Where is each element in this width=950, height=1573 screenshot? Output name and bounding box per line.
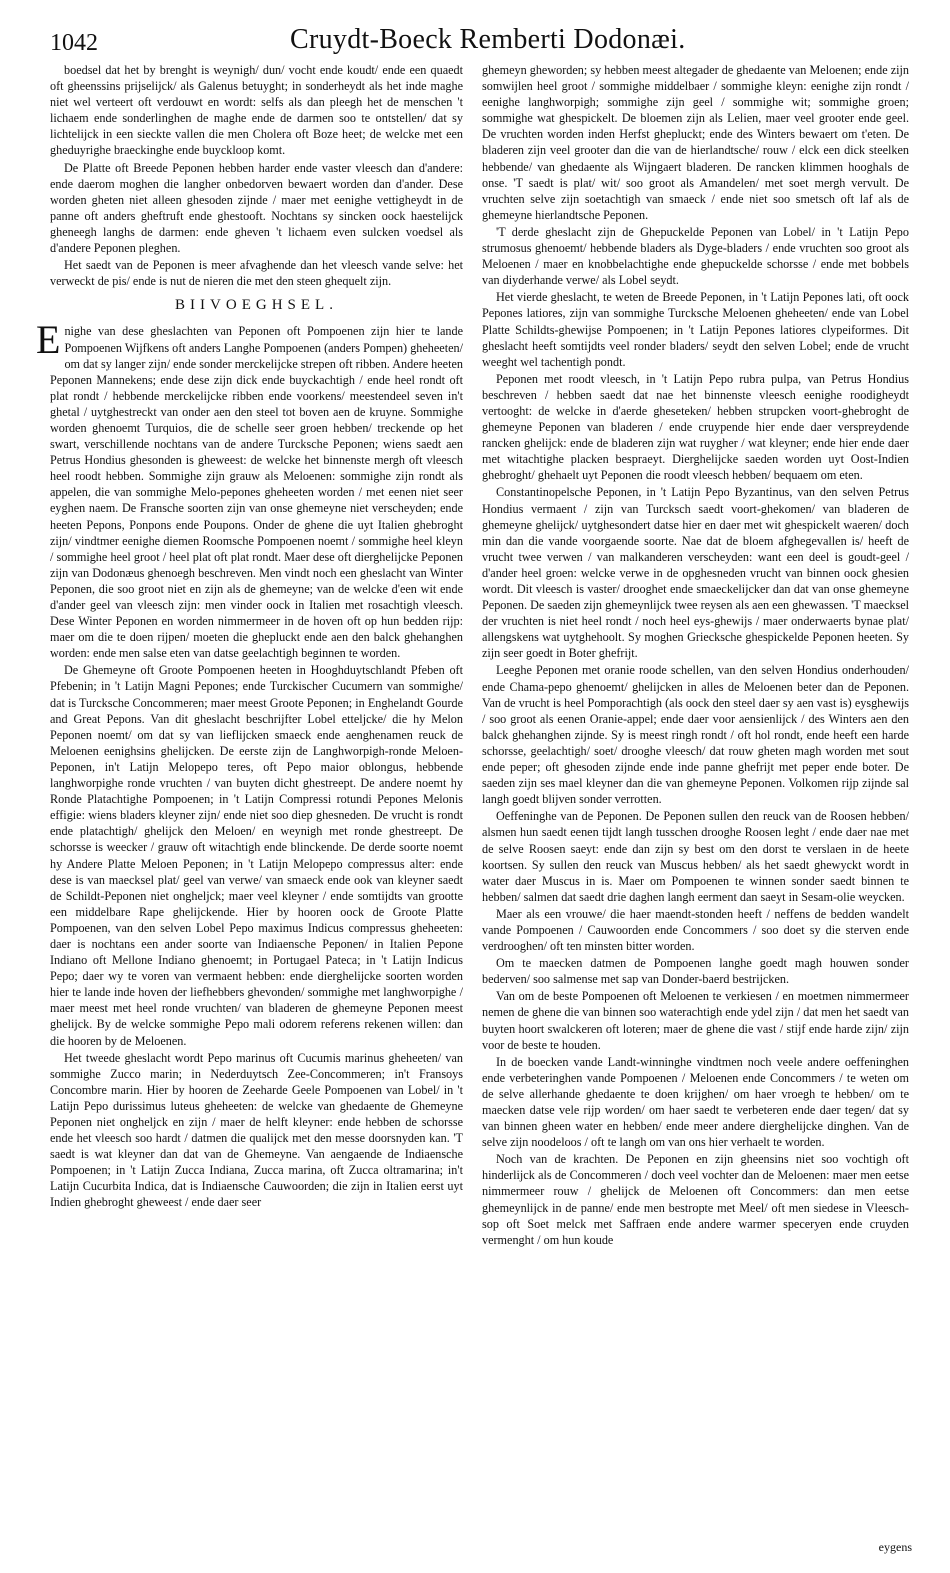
left-paragraph-1: boedsel dat het by brenght is weynigh/ dun/ vocht ende koudt/ ende een quaedt oft gheenssins prijselijck/ als Galenus betuyght; in sonderheydt als het inde maghe niet wel verteert oft verdouwt en wordt: selfs als dan pleegh het de menschen 't lichaem ende sonderlinghen de maghe ende de darmen soo te ontstellen/ dat sy lichtelijck in een sieckte vallen die men Cholera oft Boze heet; de welcke met een gheduyrighe braeckinghe ende buyckloop komt. (50, 63, 463, 158)
right-paragraph-2: 'T derde gheslacht zijn de Ghepuckelde Peponen van Lobel/ in 't Latijn Pepo strumosus ghenoemt/ hebbende bladers als Dyge-bladers / ende vruchten soo groot als Meloenen / maer en knobbelachtighe ende ghepuckelde schorsse / ende met bobbels van diyderhande verwe/ als Lobel seydt. (482, 224, 909, 288)
right-paragraph-3: Het vierde gheslacht, te weten de Breede Peponen, in 't Latijn Pepones lati, oft oock Pepones latiores, zijn van sommighe Turcksche Meloenen gheheeten/ ende van Lobel Platte Schildts-ghewijse Pompoenen; in 't Latijn Pepones latiores clypeiformes. Dit gheslacht heeft somtijdts veel ronder bladers/ seydt den selven Lobel; ende de vrucht weeght wel tachentigh pondt. (482, 290, 909, 369)
right-paragraph-7: Oeffeninghe van de Peponen. De Peponen sullen den reuck van de Roosen hebben/ alsmen hun saedt eenen tijdt langh tusschen drooghe Roosen leght / ende daer nae met de selve Roosen saeyt: ende dan zijn sy best om den dorst te verslaen in de heete koortsen. Sy sullen den reuck van Muscus hebben/ als het saedt ghewyckt wordt in water daer Muscus in is. Maer om Pompoenen te winnen sonder saedt binnen te hebben/ salmen dat saedt drie daghen langh eerment dan saeyt in Sesam-olie weycken. (482, 809, 909, 904)
left-paragraph-3: Het saedt van de Peponen is meer afvaghende dan het vleesch vande selve: het verweckt de pis/ ende is nut de nieren die met den steen ghequelt zijn. (50, 258, 463, 289)
catchword: eygens (878, 1540, 912, 1554)
left-paragraph-6: Het tweede gheslacht wordt Pepo marinus oft Cucumis marinus gheheeten/ van sommighe Zucco marin; in Nederduytsch Zee-Concommeren; in't Fransoys Concombre marin. Hier by hooren de Zeeharde Geele Pompoenen van Lobel/ in 't Latijn Pepo durissimus luteus gheheeten: de welcke van ghedaente de Ghemeyne Peponen niet ongheljck en zijn / maer de helft kleyner: ende hebben de schorsse ende het vleesch soo hardt / datmen die qualijck met den messe doorsnyden kan. 'T saedt is wat kleyner dan dat van de Ghemeyne. Van aengaende de Indiaensche Pompoenen; in 't Latijn Zucca Indiana, Zucca marina, oft Zucca oltramarina; in't Latijn Cucurbita Indica, dat is Indiaensche Cauwoorden; die zijn in Italien eerst uyt Indien ghebroght gheweest / ende daer seer (50, 1050, 463, 1210)
right-column (482, 62, 909, 1487)
right-paragraph-1: ghemeyn gheworden; sy hebben meest altegader de ghedaente van Meloenen; ende zijn somwijlen heel groot / sommighe middelbaer / sommighe kleyn: eenighe zijn rondt / eenighe langhworpigh; sommighe zijn geel / sommighe wit; sommighe groen; sommighe wat ghespickelt. De bloemen zijn als Lelien, maer veel grooter ende geel. De vruchten worden inden Herfst ghepluckt; ende des Winters bewaert om t'eten. De bladeren zijn veel grooter dan die van de hierlandtsche/ rouw / elck een dick steelken hebbende/ van ghedaente als Wijngaert bladeren. De rancken klimmen hooghals de onse. 'T saedt is plat/ wit/ soo groot als Amandelen/ met soet mergh vervult. De vruchten selve zijn soetachtigh van smaeck / ende niet soo smetsch oft laf als de ghemeyne hierlandtsche Peponen. (482, 63, 909, 222)
right-paragraph-5: Constantinopelsche Peponen, in 't Latijn Pepo Byzantinus, van den selven Petrus Hondius vermaent / zijn van Turcksch saedt voort-ghekomen/ van bladeren de ghemeyne ghelijck/ uytghesondert datse hier en daer met wit ghespickelt waeren/ doch min dan die vande voorgaende soorte. Nae dat de bloem afghegevallen is/ heeft de vrucht twee verwen / van malkanderen verscheyden: want een deel is goudt-geel / d'ander heel groen: welcke verwe in de opghesneden vrucht van binnen oock ghesien wordt. Dit vleesch is vaster/ drooghet ende smaeckelijcker dan dat van onse ghemeyne Peponen. De saeden zijn ghemeynlijck twee reysen als aen een ghewassen. 'T maecksel der vruchten is niet heel rondt / noch heel eys-ghewijs / maer onderwaerts bynae plat/ allengskens wat uytghehoolt. Sy moghen Griecksche ghespickelde Peponen heeten. Sy zijn seer goedt in Boter ghefrijt. (482, 485, 909, 661)
left-paragraph-4 (36, 317, 463, 661)
right-paragraph-10: Van om de beste Pompoenen oft Meloenen te verkiesen / en moetmen nimmermeer nemen de ghene die van binnen soo waterachtigh ende ydel zijn / dat men het saedt van buyten hoort swalckeren oft loteren; maer de ghene die vast / stijf ende harde zijn/ zijn voor de beste te houden. (482, 989, 909, 1052)
right-paragraph-4: Peponen met roodt vleesch, in 't Latijn Pepo rubra pulpa, van Petrus Hondius beschreven / hebben saedt dat nae het binnenste vleesch eenighe roodigheydt vertooght: de welcke in d'aerde gheseteken/ hebben strupcken voort-ghebroght de ghemeyne Peponen van bladeren / ende cruypende hier ende daer verspreydende rancken ghelijck: ende de bladeren zijn wat ruygher / wat kleyner; ende hier ende daer met witachtighe placken bespraeyt. Dierghelijcke saeden worden uyt Oost-Indien ghebroght/ ghehaelt uyt Peponen die roodt vleesch hebben/ bequaem om eten. (482, 371, 909, 483)
running-title: Cruydt-Boeck Remberti Dodonæi. (290, 24, 686, 55)
right-paragraph-9: Om te maecken datmen de Pompoenen langhe goedt magh houwen sonder bederven/ soo salmense met sap van Donder-baerd bestrijcken. (482, 956, 909, 987)
page-number: 1042 (50, 30, 98, 56)
right-paragraph-11: In de boecken vande Landt-winninghe vindtmen noch veele andere oeffeninghen ende verbeteringhen vande Pompoenen / Meloenen ende Concommers / te weten om de selve allerhande ghedaente te doen krijghen/ om haer vroegh te hebben/ om te maecken datse vele rijp worden/ om haer saedt te verbeteren ende daer tegen/ dat sy van binnen gheen water en hebben/ ende meer andere dierghelijcke dinghen. Van de selve zijn noodeloos / oft te langh om van ons hier verhaelt te worden. (482, 1054, 909, 1150)
right-paragraph-12: Noch van de krachten. De Peponen en zijn gheensins niet soo vochtigh oft hinderlijck als de Concommeren / doch veel vochter dan de Meloenen: maer men eetse nimmermeer rouw / ghelijck de Meloenen oft Concommers: dan men eetse ghemeynlijck in de panne/ ende men bestropte met Meel/ oft men siedese in Vleesch-sop oft Soet melck met Saffraen ende andere warmer speceryen ende cruyden vermenght / om hun koude (482, 1152, 909, 1247)
left-paragraph-2: De Platte oft Breede Peponen hebben harder ende vaster vleesch dan d'andere: ende daerom moghen die langher onbedorven bewaert worden dan d'ander. Dese worden gheten niet alleen ghesoden zijnde / maer met eenighe vettigheydt in de panne oft anders gheftruft ende ghestooft. Nochtans sy sincken oock haestelijck gheneegh langhs de darmen: ende gheven 't lichaem even sulcken voedsel als d'andere Peponen pleghen. (50, 160, 463, 256)
drop-cap: E (36, 317, 61, 363)
page-header (0, 0, 950, 64)
left-paragraph-5: De Ghemeyne oft Groote Pompoenen heeten in Hooghduytschlandt Pfeben oft Pfebenin; in 't Latijn Magni Pepones; ende Turckischer Cucumern van sommighe/ dat is Turcksche Concommeren; maer meest Groote Peponen; in Enghelandt Gourde and Great Pepons. Van dit gheslacht beschrijfter Lobel etteljcke/ die hy Melon Peponen noemt/ om dat sy van lieflijcken smaeck ende aenghenamen reuck de Meloenen eenighsins ghelijcken. De eerste zijn de Langhworpigh-ronde Meloen-Peponen, in't Latijn Melopepo teres, oft Pepo maior oblongus, hebbende langhworpighe ronde vruchten / van buyten dicht ghestreept. De andere noemt hy Ronde Platachtighe Pompoenen; in 't Latijn Compressi rotundi Pepones Melonis effigie: wiens bladers kleyner zijn/ ende niet soo diep ghesneden. De vrucht is rondt ende platachtigh/ ghelijck den Meloen/ en weynigh met ronde ghestreept. De schorsse is weecker / grauw oft witachtigh ende blinckende. De derde soorte noemt hy Andere Platte Meloen Peponen; in 't Latijn Melopepo compressus alter: ende dese is van maecksel plat/ geel van verwe/ van smaeck ende ook van kleyner saedt de Schildt-Peponen niet ongheljck; maer veel kleyner / ende somtijdts van grootte een middelbare Rape ghelijckende. Hier by hooren oock de Groote Platte Pompoenen, van den selven Lobel Pepo maximus Indicus compressus gheheeten: daer is nochtans een ander soorte van Indiaensche Peponen/ in Italien Pepone Indiano oft Mellone Indiano ghenoemt; in Portugael Pateca; in 't Latijn Indicus Pepo; daer wy te voren van vermaent hebben: ende dierghelijcke soorten worden hier te lande inde hoven der liefhebbers ghevonden/ sommighe met langhworpighe / maer meest met heel ronde vruchten/ van bladeren de ghemeyne Peponen meest ghelijck. By de welcke sommighe Pepo mali odorem referens rekenen willen: dan die hooren by de Meloenen. (50, 663, 463, 1048)
left-column (36, 62, 463, 1487)
right-paragraph-6: Leeghe Peponen met oranie roode schellen, van den selven Hondius onderhouden/ ende Chama-pepo ghenoemt/ ghelijcken in alles de Meloenen beter dan de Peponen. Van de vrucht is heel Pomporachtigh (als oock den steel daer sy aen vast is) eysghewijs / soo groot als eenen Oranie-appel; ende daer voor aensienlijck / des Winters aen den balck ghehanghen zijnde. Sy is meest ringh rondt / oft hol rondt, ende heeft een harde schorsse, geelachtigh/ soet/ drooghe vleesch/ dat rouw gheten magh worden met sout ende peper; oft ghesoden zijnde ende inde panne ghefrijt met peper ende boter. De saeden zijn ses mael kleyner dan die van ghemeyne Peponen. Volkomen rijp zijnde sal langh goedt blijven sonder verrotten. (482, 663, 909, 807)
right-paragraph-8: Maer als een vrouwe/ die haer maendt-stonden heeft / neffens de bedden wandelt vande Pompoenen / Cauwoorden ende Concommers / soo doet sy die sterven ende verdrooghen/ oft ten minsten bitter worden. (482, 906, 909, 954)
section-heading: BIIVOEGHSEL. (175, 297, 338, 314)
left-paragraph-4-text: nighe van dese gheslachten van Peponen oft Pompoenen zijn hier te lande Pompoenen Wijfkens oft anders Langhe Pompoenen (anders Pompen) gheheeten/ om dat sy langer zijn/ ende sonder merckelijcke strepen oft ribben. Andere heeten Peponen Mannekens; ende dese zijn dick ende buyckachtigh / ende heel rondt oft plat rondt / hebbende merckelijcke ribben ende voorkens/ meestendeel seven in't ghetal / uytghestreckt van onder aen den steel tot boven aen de kruyne. Sommighe worden ghenoemt Turquios, die de schelle seer groen hebben/ treckende op het swart, verschillende nochtans van de andere Turcksche Peponen; wiens saedt aen Petrus Hondius ghesonden is gheweest: de welcke het binnenste mergh oft vleesch heel roodt hebben. Sommighe zijn grauw als Meloenen: sommighe zijn rondt als appelen, die van sommighe Melo-pepones gheheeten worden / met eenen niet seer eyghen naem. De Fransche soorten zijn van onse ghemeyne niet verscheyden; ende heeten Pepons, Ponpons ende Poupons. Onder de ghene die uyt Italien ghebroght zijn/ vindtmer eenighe diemen Roomsche Pompoenen noemt / sommighe heel kleyn / sommighe heel groot / heel plat oft plat rondt. Maer dese oft dierghelijcke Peponen zijn van Dodonæus ghenoegh beschreven. Men vindt noch een gheslacht van Winter Peponen, die soo groot niet en zijn als de ghemeyne; van de welcke d'een wit ende d'ander geel van vleesch zijn: men vinder oock in Italien met rosachtigh vleesch. Dese Winter Peponen en worden nimmermeer in de hoven oft op hun bedden rijp: maer om die te doen rijpen/ moeten die ghepluckt ende aen den balck ghehanghen worden: ende men salse eten van datse geelachtigh beginnen te worden. (50, 324, 463, 661)
